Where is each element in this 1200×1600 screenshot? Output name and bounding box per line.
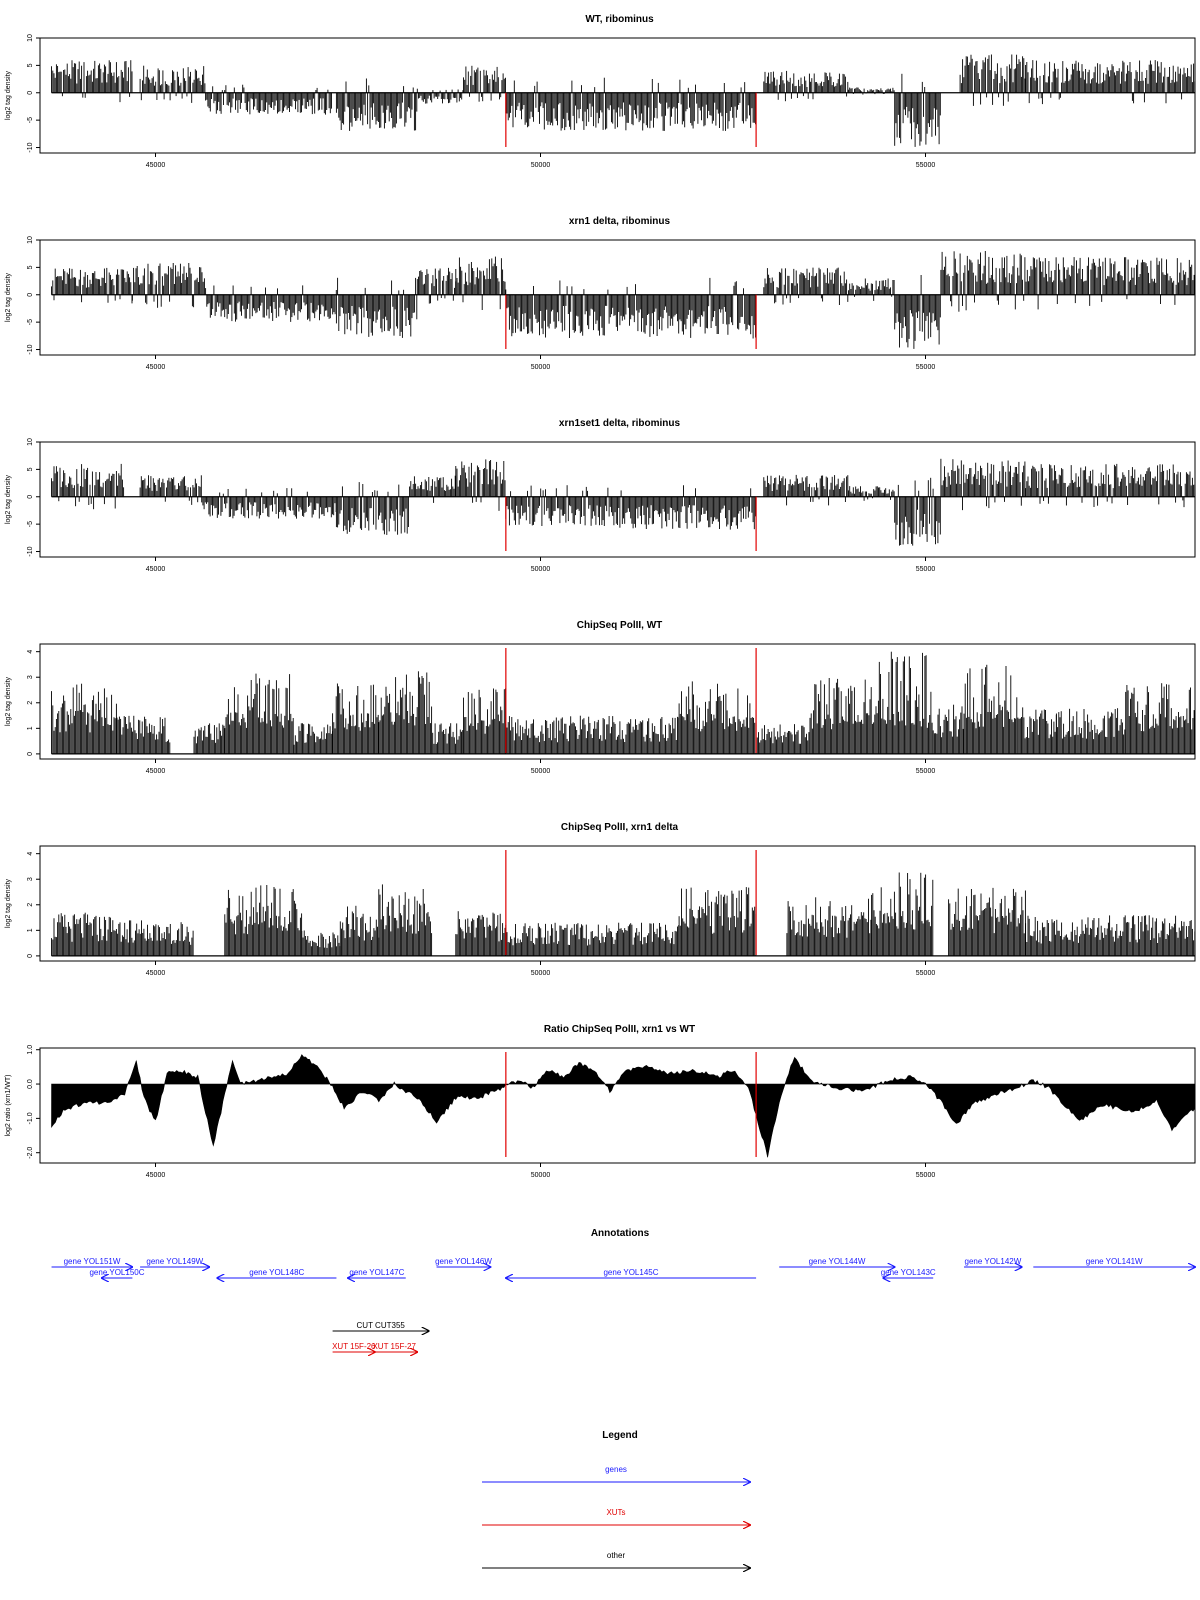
x-tick-label: 50000 [530, 566, 551, 573]
density-segment [895, 478, 941, 546]
y-tick-label: 0.0 [27, 1079, 34, 1089]
density-segment [506, 78, 756, 131]
density-segment [506, 716, 679, 754]
density-segment [294, 723, 332, 754]
data-marks [52, 873, 1196, 956]
density-segment [849, 87, 895, 94]
y-tick-label: -10 [27, 142, 34, 153]
density-segment [433, 723, 463, 754]
gene-label: gene YOL146W [435, 1257, 492, 1266]
density-segment [410, 476, 456, 503]
density-segment [456, 911, 505, 956]
y-tick-label: 0 [27, 494, 34, 499]
data-marks [52, 652, 1196, 754]
cut-feature [333, 1321, 429, 1331]
density-segment [964, 665, 1017, 754]
y-tick-label: 2 [27, 902, 34, 907]
y-tick-label: 5 [27, 63, 34, 68]
x-tick-label: 50000 [530, 1172, 551, 1179]
chart-panel-0 [5, 14, 1195, 169]
y-tick-label: 0 [27, 953, 34, 958]
density-segment [456, 459, 505, 511]
density-segment [933, 705, 963, 754]
chart-title: Ratio ChipSeq PolII, xrn1 vs WT [543, 1024, 696, 1035]
x-tick-label: 50000 [530, 364, 551, 371]
density-segment [949, 888, 1026, 956]
density-segment [117, 716, 170, 754]
gene-label: gene YOL149W [146, 1257, 204, 1266]
x-tick-label: 50000 [530, 162, 551, 169]
chart-title: xrn1set1 delta, ribominus [558, 418, 681, 429]
density-segment [941, 459, 1025, 510]
density-segment [506, 278, 756, 339]
y-axis-label: log2 tag density [5, 474, 12, 525]
density-segment [764, 71, 848, 101]
density-segment [225, 674, 293, 754]
density-segment [456, 257, 505, 310]
gene-feature [140, 1257, 209, 1267]
xut-label: XUT 15F-27 [372, 1342, 416, 1351]
density-segment [1026, 915, 1195, 956]
gene-label: gene YOL143C [880, 1268, 936, 1277]
density-segment [340, 906, 378, 956]
density-segment [941, 251, 1032, 312]
x-tick-label: 50000 [530, 768, 551, 775]
density-segment [1026, 464, 1195, 507]
x-tick-label: 55000 [915, 364, 936, 371]
x-tick-label: 45000 [145, 162, 166, 169]
gene-label: gene YOL150C [89, 1268, 145, 1277]
y-tick-label: 5 [27, 265, 34, 270]
density-segment [764, 475, 848, 506]
density-segment [206, 285, 337, 322]
gene-feature [881, 1268, 936, 1278]
y-tick-label: 10 [27, 236, 34, 244]
x-tick-label: 45000 [145, 768, 166, 775]
gene-label: gene YOL141W [1085, 1257, 1143, 1266]
density-segment [125, 920, 193, 955]
y-tick-label: 2 [27, 700, 34, 705]
x-tick-label: 45000 [145, 364, 166, 371]
xut-feature [371, 1342, 417, 1352]
chart-panels [5, 14, 1195, 1179]
cut-label: CUT CUT355 [356, 1321, 405, 1330]
density-segment [895, 275, 941, 349]
y-tick-label: -1.0 [27, 1112, 34, 1125]
chart-title: ChipSeq PolII, xrn1 delta [560, 822, 679, 833]
density-segment [206, 85, 332, 115]
y-axis-label: log2 tag density [5, 676, 12, 727]
y-tick-label: 1.0 [27, 1044, 34, 1055]
density-segment [336, 278, 416, 338]
gene-label: gene YOL147C [349, 1268, 405, 1277]
density-segment [679, 887, 756, 956]
density-segment [464, 66, 506, 102]
y-tick-label: -5 [27, 521, 34, 528]
gene-feature [1033, 1257, 1195, 1267]
y-tick-label: -10 [27, 344, 34, 355]
xut-label: XUT 15F-26 [332, 1342, 376, 1351]
y-axis-label: log2 tag density [5, 272, 12, 323]
y-tick-label: 10 [27, 438, 34, 446]
y-axis-label: log2 tag density [5, 878, 12, 929]
y-axis-label: log2 ratio (xrn1/WT) [5, 1074, 12, 1137]
x-tick-label: 55000 [915, 970, 936, 977]
density-segment [132, 263, 204, 308]
density-segment [506, 923, 679, 956]
gene-label: gene YOL142W [964, 1257, 1022, 1266]
data-marks [52, 55, 1196, 147]
ratio-area [52, 1055, 1196, 1158]
x-tick-label: 45000 [145, 1172, 166, 1179]
gene-label: gene YOL151W [63, 1257, 121, 1266]
y-tick-label: 0 [27, 90, 34, 95]
density-segment [895, 74, 941, 147]
y-tick-label: -2.0 [27, 1146, 34, 1159]
x-tick-label: 55000 [915, 1172, 936, 1179]
density-segment [417, 89, 463, 104]
chart-title: ChipSeq PolII, WT [576, 620, 663, 631]
density-segment [1126, 683, 1194, 754]
y-tick-label: 0 [27, 751, 34, 756]
y-tick-label: -5 [27, 117, 34, 124]
gene-feature [89, 1268, 144, 1278]
density-segment [506, 485, 756, 529]
density-segment [52, 60, 133, 102]
gene-label: gene YOL145C [603, 1268, 659, 1277]
y-tick-label: 5 [27, 467, 34, 472]
legend-label: XUTs [606, 1508, 626, 1517]
density-segment [679, 681, 756, 753]
legend-title: Legend [602, 1430, 638, 1441]
density-segment [1018, 707, 1056, 753]
chart-panel-4 [5, 822, 1195, 977]
gene-feature [964, 1257, 1022, 1267]
density-segment [140, 66, 205, 103]
density-segment [225, 885, 302, 956]
density-segment [1033, 257, 1194, 309]
density-segment [464, 689, 506, 754]
y-tick-label: 1 [27, 726, 34, 731]
y-tick-label: 3 [27, 675, 34, 680]
y-tick-label: -5 [27, 319, 34, 326]
density-segment [52, 684, 117, 754]
y-tick-label: 0 [27, 292, 34, 297]
chart-panel-1 [5, 216, 1195, 371]
density-segment [52, 464, 124, 509]
y-tick-label: 4 [27, 851, 34, 856]
legend-label: other [606, 1551, 626, 1560]
legend-item [482, 1551, 750, 1568]
chart-panel-3 [5, 620, 1195, 775]
legend-item [482, 1465, 750, 1482]
density-segment [194, 723, 224, 753]
gene-label: gene YOL148C [249, 1268, 305, 1277]
gene-feature [52, 1257, 133, 1267]
density-segment [336, 79, 416, 131]
legend-panel [482, 1430, 750, 1568]
gene-feature [506, 1268, 756, 1278]
density-segment [52, 913, 124, 956]
y-tick-label: 3 [27, 877, 34, 882]
y-tick-label: 1 [27, 928, 34, 933]
gene-label: gene YOL144W [808, 1257, 866, 1266]
density-segment [849, 279, 895, 301]
x-tick-label: 45000 [145, 566, 166, 573]
data-marks [51, 1055, 1195, 1158]
density-segment [302, 931, 340, 956]
density-segment [202, 488, 336, 518]
density-segment [1026, 60, 1195, 104]
chart-title: xrn1 delta, ribominus [568, 216, 671, 227]
density-segment [52, 268, 133, 304]
gene-feature [779, 1257, 895, 1267]
gene-feature [217, 1268, 336, 1278]
density-segment [336, 482, 408, 535]
y-axis-label: log2 tag density [5, 70, 12, 121]
density-segment [1056, 708, 1124, 754]
annotations-panel [52, 1228, 1195, 1352]
x-tick-label: 55000 [915, 768, 936, 775]
chart-panel-5 [5, 1024, 1195, 1179]
density-segment [379, 884, 432, 955]
density-segment [810, 678, 878, 754]
density-segment [879, 652, 932, 754]
y-tick-label: -10 [27, 546, 34, 557]
annotations-title: Annotations [590, 1228, 650, 1239]
density-segment [764, 268, 848, 305]
legend-item [482, 1508, 750, 1525]
legend-label: genes [605, 1465, 627, 1474]
xut-feature [332, 1342, 376, 1352]
gene-feature [435, 1257, 492, 1267]
y-tick-label: 4 [27, 649, 34, 654]
density-segment [379, 671, 432, 754]
density-segment [140, 475, 201, 505]
density-segment [417, 268, 455, 304]
x-tick-label: 45000 [145, 970, 166, 977]
gene-feature [348, 1268, 406, 1278]
data-marks [52, 251, 1196, 349]
y-tick-label: 10 [27, 34, 34, 42]
chart-panel-2 [5, 418, 1195, 573]
density-segment [756, 724, 809, 754]
density-segment [333, 684, 379, 754]
density-segment [960, 55, 1025, 106]
x-tick-label: 50000 [530, 970, 551, 977]
x-tick-label: 55000 [915, 162, 936, 169]
data-marks [52, 459, 1196, 546]
x-tick-label: 55000 [915, 566, 936, 573]
chart-title: WT, ribominus [585, 14, 654, 25]
density-segment [872, 873, 933, 956]
density-segment [787, 897, 871, 956]
density-segment [849, 486, 895, 501]
